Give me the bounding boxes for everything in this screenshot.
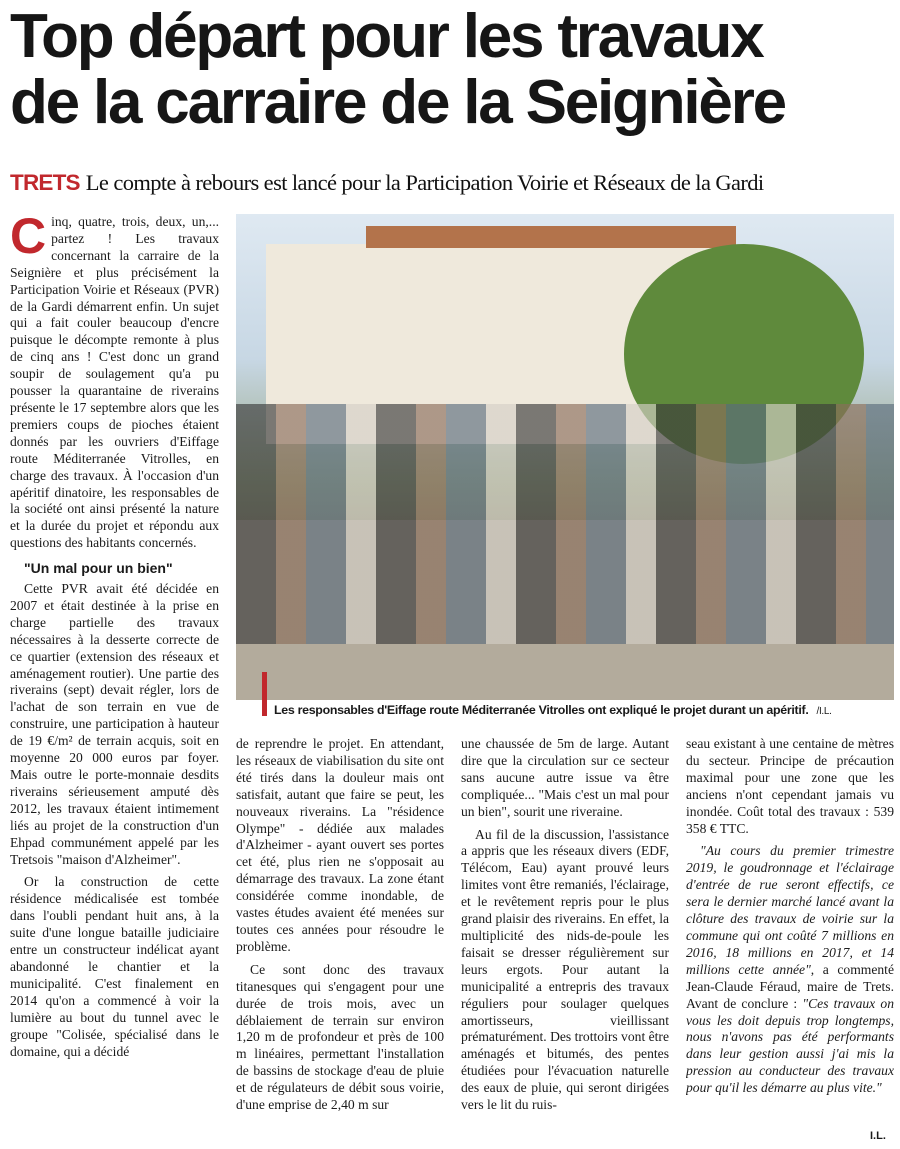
headline-line-1: Top départ pour les travaux xyxy=(10,2,763,71)
article-photo xyxy=(236,214,894,700)
lead-paragraph xyxy=(10,214,219,552)
photo-caption xyxy=(274,703,894,717)
article-column-3 xyxy=(461,736,669,1146)
subheadline-text: Le compte à rebours est lancé pour la Participation Voirie et Réseaux de la Gardi xyxy=(85,170,764,195)
paragraph: Au fil de la discussion, l'assistance a appris que les réseaux divers (EDF, Télécom, Eau) ayant prouvé leurs limites vont être remaniés, l'éclairage, et le revêtement repris pour le plus grand plaisir des riverains. En effet, la multiplicité des nids-de-poule les faisait se dresser régulièrement sur leurs ergots. Pour autant la municipalité a entrepris des travaux réguliers pour soulager quelques amortisseurs, vieillissant prématurément. Des trottoirs vont être aménagés et bitumés, des pentes étudiées pour l'évacuation naturelle des eaux de pluie, qui seront dirigées vers le lit du ruis- xyxy=(461,826,669,1113)
article-column-4 xyxy=(686,736,894,1126)
subheadline xyxy=(10,170,894,196)
author-signature: I.L. xyxy=(870,1130,886,1142)
caption-text: Les responsables d'Eiffage route Méditerranée Vitrolles ont expliqué le projet durant un apéritif. xyxy=(274,703,809,717)
closing-quote: "Ces travaux on vous les doit depuis trop longtemps, nous n'avons pas été performants dans leur gestion aussi j'ai mis la pression au conducteur des travaux pour qu'il les démarre au plus vite." xyxy=(686,995,894,1096)
section-subtitle: "Un mal pour un bien" xyxy=(24,560,173,577)
headline xyxy=(10,4,894,136)
drop-cap: C xyxy=(10,214,47,264)
quote-paragraph xyxy=(686,843,894,1097)
mayor-quote: "Au cours du premier trimestre 2019, le goudronnage et l'éclairage d'entrée de rue seront effectifs, ce sera le dernier marché lancé avant la clôture des travaux de voirie sur la commune qui ont coûté 7 millions en 2016, 18 millions en 2017, et 14 millions cette année" xyxy=(686,843,894,977)
article-column-1 xyxy=(10,214,219,1146)
paragraph: Cette PVR avait été décidée en 2007 et était destinée à la prise en charge partielle des travaux nécessaires à la desserte correcte de ce quartier (extension des réseaux et aménagement routier). Une partie des riverains (sept) devait régler, lors de l'achat de son terrain en vue de construire, une participation à hauteur de 19 €/m² de terrain acquis, soit en moyenne 20 000 euros par foyer. Mais outre le porte-monnaie desdits riverains sérieusement amputé dès 2012, les travaux étaient intimement liés au projet de la construction d'un Ehpad communément appelé par les Tretsois "maison d'Alzheimer". xyxy=(10,581,219,867)
photo-crowd xyxy=(236,404,894,644)
paragraph: Ce sont donc des travaux titanesques qui s'engagent pour une durée de trois mois, avec un déblaiement de terrain sur environ 1,20 m de profondeur et près de 100 m linéaires, permettant l'installation de bassins de stockage d'eau de pluie et de régulateurs de débit sous voirie, d'une emprise de 2,40 m sur xyxy=(236,961,444,1113)
caption-accent-bar xyxy=(262,672,267,716)
paragraph: seau existant à une centaine de mètres du secteur. Principe de précaution maximal pour une zone que les anciens n'ont cependant jamais vu inondée. Coût total des travaux : 539 358 € TTC. xyxy=(686,736,894,836)
paragraph: une chaussée de 5m de large. Autant dire que la circulation sur ce secteur sans aucune autre issue va être compliquée... "Mais c'est un mal pour un bien", sourit une riveraine. xyxy=(461,736,669,819)
photo-roof xyxy=(366,226,736,248)
lead-text: inq, quatre, trois, deux, un,... partez ! Les travaux concernant la carraire de la Seignière et plus précisément la Participation Voirie et Réseaux (PVR) de la Gardi démarrent enfin. Un sujet qui a fait couler beaucoup d'encre puisque le décompte remonte à plus de cinq ans ! C'est donc un grand soupir de soulagement qu'a pu pousser la quarantaine de riverains présente le 17 septembre alors que les premiers coups de pioches étaient donnés par les ouvriers d'Eiffage route Méditerranée Vitrolles, en charge des travaux. À l'occasion d'un apéritif dinatoire, les responsables de la société ont ainsi présenté la nature et la durée du projet et répondu aux questions des habitants concernés. xyxy=(10,214,219,551)
article-column-2 xyxy=(236,736,444,1146)
headline-line-2: de la carraire de la Seignière xyxy=(10,68,785,137)
paragraph: Or la construction de cette résidence médicalisée est tombée dans l'oubli pendant huit ans, à la suite d'une longue bataille judiciaire entre un constructeur indélicat ayant abandonné le chantier et la municipalité. C'est finalement en 2014 qu'on a commencé à voir la lumière au bout du tunnel avec le groupe "Colisée, spécialisé dans le domaine, qui a décidé xyxy=(10,874,219,1059)
photo-credit: /I.L. xyxy=(816,706,832,717)
city-kicker: TRETS xyxy=(10,170,80,195)
attribution: , a commenté Jean-Claude Féraud, maire de Trets. Avant de conclure : xyxy=(686,961,894,1011)
paragraph: de reprendre le projet. En attendant, les réseaux de viabilisation du site ont été tirés dans la douleur mais ont satisfait, autant que faire se peut, les nouveaux riverains. La "résidence Olympe" - dédiée aux malades d'Alzheimer - ayant ouvert ses portes cet été, plus rien ne s'opposait au démarrage des travaux. La zone étant considérée comme inondable, de vastes études avaient été menées sur toutes ces années pour résoudre le problème. xyxy=(236,736,444,954)
